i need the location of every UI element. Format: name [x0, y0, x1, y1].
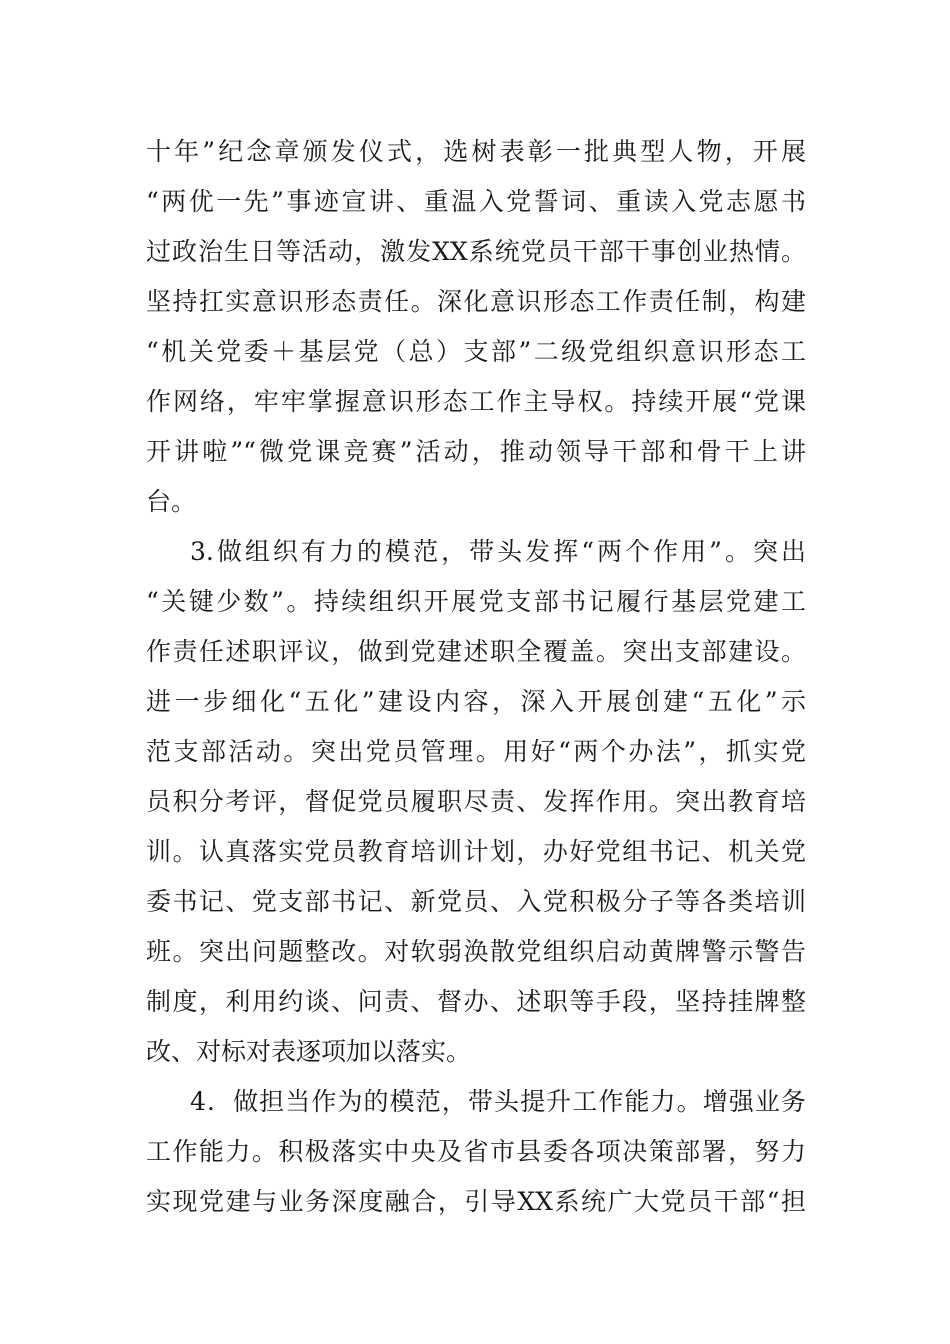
text-line: 班。突出问题整改。对软弱涣散党组织启动黄牌警示警告	[146, 937, 806, 966]
section-heading-line: 4．做担当作为的模范，带头提升工作能力。增强业务	[190, 1087, 806, 1116]
text-line: 员积分考评，督促党员履职尽责、发挥作用。突出教育培	[146, 787, 806, 816]
text-line: 实现党建与业务深度融合，引导XX系统广大党员干部“担	[146, 1187, 806, 1216]
text-line: 改、对标对表逐项加以落实。	[146, 1037, 472, 1066]
text-line: 过政治生日等活动，激发XX系统党员干部干事创业热情。	[146, 237, 806, 266]
text-line: 坚持扛实意识形态责任。深化意识形态工作责任制，构建	[146, 287, 806, 316]
text-line: 进一步细化“五化”建设内容，深入开展创建“五化”示	[146, 687, 806, 716]
section-heading-line: 3.做组织有力的模范，带头发挥“两个作用”。突出	[190, 537, 806, 566]
text-line: 十年”纪念章颁发仪式，选树表彰一批典型人物，开展	[146, 137, 806, 166]
text-line: “关键少数”。持续组织开展党支部书记履行基层党建工	[146, 587, 806, 616]
text-line: 训。认真落实党员教育培训计划，办好党组书记、机关党	[146, 837, 806, 866]
text-line: 台。	[146, 487, 197, 516]
text-line: 工作能力。积极落实中央及省市县委各项决策部署，努力	[146, 1137, 806, 1166]
text-line: 作责任述职评议，做到党建述职全覆盖。突出支部建设。	[146, 637, 806, 666]
text-line: 范支部活动。突出党员管理。用好“两个办法”，抓实党	[146, 737, 806, 766]
text-line: 开讲啦”“微党课竞赛”活动，推动领导干部和骨干上讲	[146, 437, 806, 466]
text-line: 作网络，牢牢掌握意识形态工作主导权。持续开展“党课	[146, 387, 806, 416]
text-line: “机关党委＋基层党（总）支部”二级党组织意识形态工	[146, 337, 806, 366]
text-line: 制度，利用约谈、问责、督办、述职等手段，坚持挂牌整	[146, 987, 806, 1016]
text-line: 委书记、党支部书记、新党员、入党积极分子等各类培训	[146, 887, 806, 916]
text-line: “两优一先”事迹宣讲、重温入党誓词、重读入党志愿书	[146, 187, 806, 216]
